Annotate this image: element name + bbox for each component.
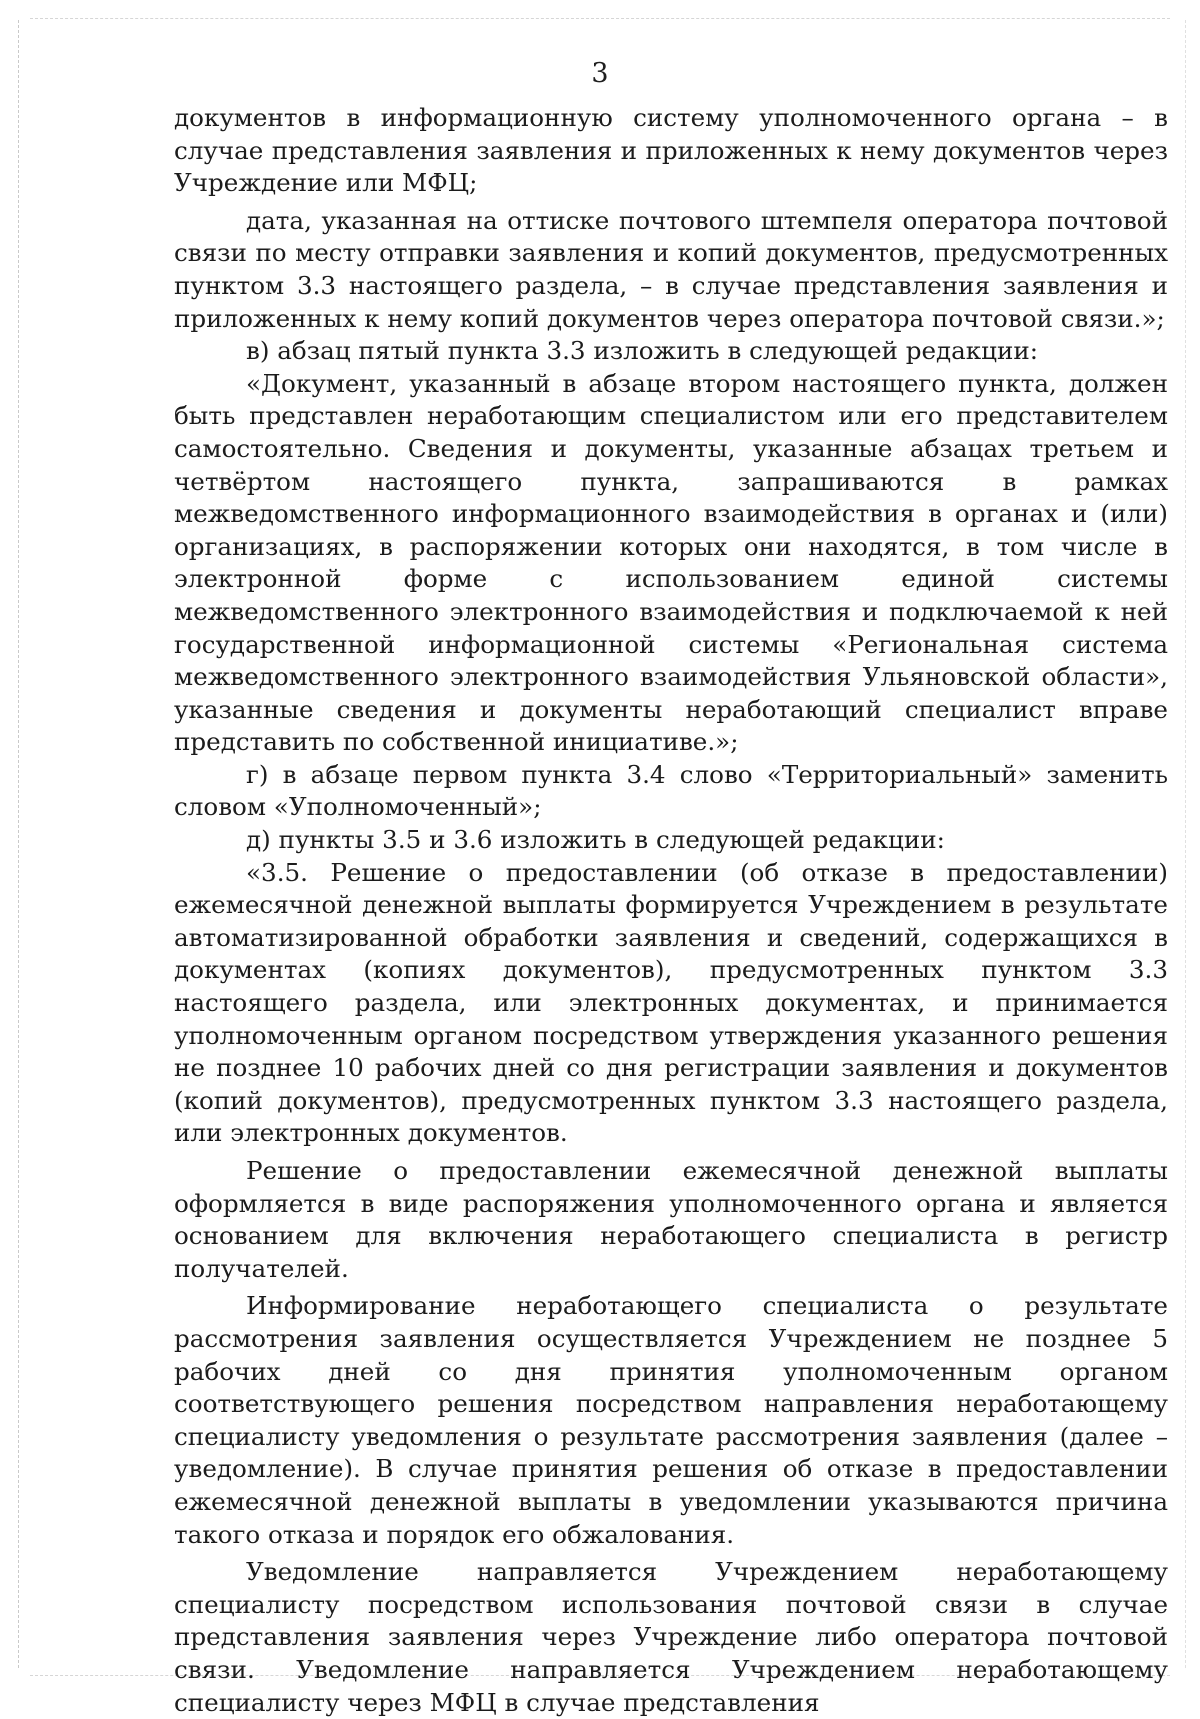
paragraph-document-quote: «Документ, указанный в абзаце втором настоящего пункта, должен быть представлен неработающим специалистом или его представителем самостоятельно. Сведения и документы, указанные абзацах третьем и четвёртом настоящего пункта, запрашиваются в рамках межведомственного информационного взаимодействия в органах и (или) организациях, в распоряжении которых они находятся, в том числе в электронной форме с использованием единой системы межведомственного электронного взаимодействия и подключаемой к ней государственной информационной системы «Региональная система межведомственного электронного взаимодействия Ульяновской области», указанные сведения и документы неработающий специалист вправе представить по собственной инициативе.»;	[174, 368, 1168, 757]
paragraph-notification: Уведомление направляется Учреждением неработающему специалисту посредством использования почтовой связи в случае представления заявления через Учреждение либо оператора почтовой связи. Уведомление направляется Учреждением неработающему специалисту через МФЦ в случае представления	[174, 1557, 1168, 1717]
paragraph-decision-order: Решение о предоставлении ежемесячной денежной выплаты оформляется в виде распоряжения уполномоченного органа и является основанием для включения неработающего специалиста в регистр получателей.	[174, 1156, 1168, 1283]
paragraph-continuation: документов в информационную систему уполномоченного органа – в случае представления заявления и приложенных к нему документов через Учреждение или МФЦ;	[174, 103, 1168, 198]
scan-edge-right	[1185, 20, 1186, 1668]
paragraph-informing: Информирование неработающего специалиста о результате рассмотрения заявления осуществляется Учреждением не позднее 5 рабочих дней со дня принятия уполномоченным органом соответствующего решения посредством направления неработающему специалисту уведомления о результате рассмотрения заявления (далее – уведомление). В случае принятия решения об отказе в предоставлении ежемесячной денежной выплаты в уведомлении указываются причина такого отказа и порядок его обжалования.	[174, 1291, 1168, 1549]
scan-edge-top	[30, 18, 1170, 19]
paragraph-date-postmark: дата, указанная на оттиске почтового штемпеля оператора почтовой связи по месту отправки заявления и копий документов, предусмотренных пунктом 3.3 настоящего раздела, – в случае представления заявления и приложенных к нему копий документов через оператора почтовой связи.»;	[174, 205, 1168, 333]
paragraph-3-5-decision: «3.5. Решение о предоставлении (об отказе в предоставлении) ежемесячной денежной выплаты формируется Учреждением в результате автоматизированной обработки заявления и сведений, содержащихся в документах (копиях документов), предусмотренных пунктом 3.3 настоящего раздела, или электронных документах, и принимается уполномоченным органом посредством утверждения указанного решения не позднее 10 рабочих дней со дня регистрации заявления и документов (копий документов), предусмотренных пунктом 3.3 настоящего раздела, или электронных документов.	[174, 857, 1168, 1148]
document-body	[174, 102, 1168, 1719]
page-number: 3	[591, 58, 609, 89]
scan-edge-left	[18, 20, 19, 1668]
paragraph-item-v: в) абзац пятый пункта 3.3 изложить в следующей редакции:	[246, 336, 1039, 366]
paragraph-item-d: д) пункты 3.5 и 3.6 изложить в следующей редакции:	[246, 825, 945, 855]
paragraph-item-g: г) в абзаце первом пункта 3.4 слово «Территориальный» заменить словом «Уполномоченный»;	[174, 759, 1168, 822]
